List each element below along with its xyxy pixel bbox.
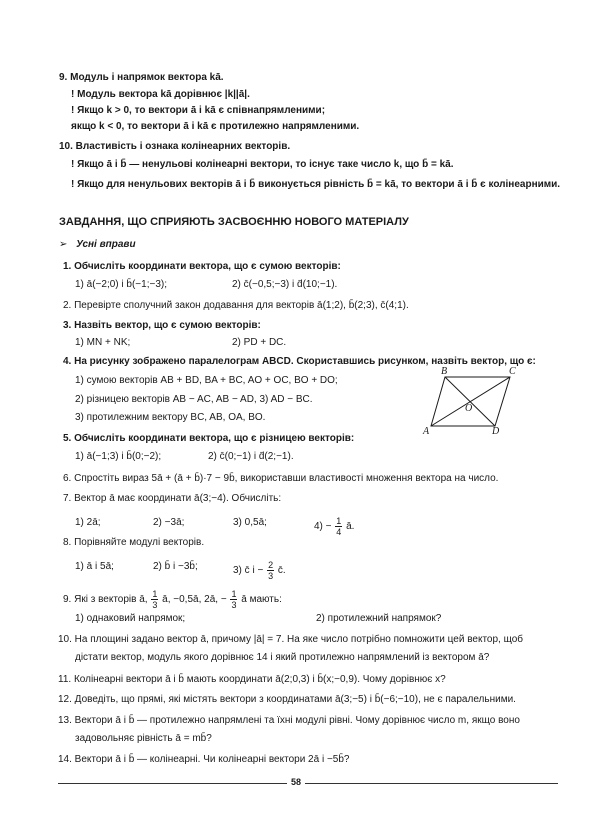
vertex-label-d: D xyxy=(492,426,500,436)
ex1-answer-1: 1) ā(−2;0) і b̄(−1;−3); xyxy=(75,279,167,290)
fraction-denominator: 4 xyxy=(336,527,342,537)
subsection-label: Усні вправи xyxy=(76,239,136,250)
ex7-answer-2: 2) −3ā; xyxy=(153,517,185,528)
item10-line1: ! Якщо ā і b̄ — ненульові колінеарні вектори, то існує таке число k, що b̄ = kā. xyxy=(71,159,454,170)
ex4-answer-3: 3) протилежним вектору BC, AB, OA, BO. xyxy=(75,412,266,423)
vertex-label-a: A xyxy=(423,426,430,436)
ex9-question-part1: 9. Які з векторів ā, xyxy=(63,594,151,606)
ex11-question: 11. Колінеарні вектори ā і b̄ мають координати ā(2;0,3) і b̄(x;−0,9). Чому дорівнює x? xyxy=(58,674,446,685)
vertex-label-o: O xyxy=(465,403,473,414)
ex1-answer-2: 2) c̄(−0,5;−3) і d̄(10;−1). xyxy=(232,279,338,290)
item9-line1: ! Модуль вектора kā дорівнює |k||ā|. xyxy=(71,89,250,100)
ex1-question: 1. Обчисліть координати вектора, що є сумою векторів: xyxy=(63,261,341,272)
fraction xyxy=(267,560,274,581)
ex3-answer-2: 2) PD + DC. xyxy=(232,337,287,348)
diagonal-bd xyxy=(445,377,495,426)
ex8-answer-3-prefix: 3) c̄ і − xyxy=(233,565,264,577)
ex9-question-part3: ā мають: xyxy=(241,594,282,606)
fraction-denominator: 3 xyxy=(231,600,237,610)
ex9-question-part2: ā, −0,5ā, 2ā, − xyxy=(162,594,227,606)
ex3-question: 3. Назвіть вектор, що є сумою векторів: xyxy=(63,320,261,331)
ex9-question xyxy=(63,589,282,610)
ex9-answer-1: 1) однаковий напрямок; xyxy=(75,613,186,624)
ex13-line2: задовольняє рівність ā = mb̄? xyxy=(75,733,212,744)
ex6-question: 6. Спростіть вираз 5ā + (ā + b̄)·7 − 9b̄, використавши властивості множення вектора на число. xyxy=(63,473,499,484)
ex7-answer-4-prefix: 4) − xyxy=(314,521,332,533)
fraction-numerator: 2 xyxy=(268,560,274,570)
ex14-question: 14. Вектори ā і b̄ — колінеарні. Чи колінеарні вектори 2ā і −5b̄? xyxy=(58,754,350,765)
item9-line2: ! Якщо k > 0, то вектори ā і kā є співнапрямленими; xyxy=(71,105,326,116)
ex4-question: 4. На рисунку зображено паралелограм ABCD. Скориставшись рисунком, назвіть вектор, що є: xyxy=(63,356,536,367)
fraction xyxy=(151,589,158,610)
item9-title: 9. Модуль і напрямок вектора kā. xyxy=(59,72,224,83)
arrow-bullet-icon: ➢ xyxy=(59,239,68,250)
ex8-answer-3 xyxy=(233,560,286,581)
ex4-answer-2: 2) різницею векторів AB − AC, AB − AD, 3) AD − BC. xyxy=(75,394,313,405)
item10-line2: ! Якщо для ненульових векторів ā і b̄ виконується рівність b̄ = kā, то вектори ā і b̄ є колінеарними. xyxy=(71,179,561,190)
ex9-answer-2: 2) протилежний напрямок? xyxy=(316,613,442,624)
ex7-answer-4 xyxy=(314,516,354,537)
item10-title: 10. Властивість і ознака колінеарних векторів. xyxy=(59,141,291,152)
ex2-question: 2. Перевірте сполучний закон додавання для векторів ā(1;2), b̄(2;3), c̄(4;1). xyxy=(63,300,409,311)
footer-rule xyxy=(58,783,558,784)
ex8-answer-3-suffix: c̄. xyxy=(277,565,286,577)
ex3-answer-1: 1) MN + NK; xyxy=(75,337,131,348)
fraction-numerator: 1 xyxy=(152,589,158,599)
ex7-answer-3: 3) 0,5ā; xyxy=(233,517,267,528)
item9-line3: якщо k < 0, то вектори ā і kā є протилежно напрямленими. xyxy=(71,121,360,132)
subsection-heading xyxy=(59,239,136,250)
vertex-label-c: C xyxy=(509,366,516,377)
ex10-line2: дістати вектор, модуль якого дорівнює 14 і який протилежно напрямлений із вектором ā? xyxy=(75,652,490,663)
fraction xyxy=(230,589,237,610)
page-number: 58 xyxy=(287,777,305,787)
ex8-answer-1: 1) ā і 5ā; xyxy=(75,561,114,572)
parallelogram-figure xyxy=(420,366,520,436)
ex7-answer-1: 1) 2ā; xyxy=(75,517,101,528)
fraction xyxy=(335,516,342,537)
fraction-denominator: 3 xyxy=(152,600,158,610)
ex4-answer-1: 1) сумою векторів AB + BD, BA + BC, AO + OC, BO + DO; xyxy=(75,375,338,386)
section-title: ЗАВДАННЯ, ЩО СПРИЯЮТЬ ЗАСВОЄННЮ НОВОГО МАТЕРІАЛУ xyxy=(59,216,409,228)
ex5-answer-1: 1) ā(−1;3) і b̄(0;−2); xyxy=(75,451,162,462)
ex12-question: 12. Доведіть, що прямі, які містять вектори з координатами ā(3;−5) і b̄(−6;−10), не є паралельними. xyxy=(58,694,516,705)
ex8-answer-2: 2) b̄ і −3b̄; xyxy=(153,561,198,572)
ex7-answer-4-suffix: ā. xyxy=(346,521,355,533)
ex5-answer-2: 2) c̄(0;−1) і d̄(2;−1). xyxy=(208,451,294,462)
fraction-denominator: 3 xyxy=(268,571,274,581)
fraction-numerator: 1 xyxy=(336,516,342,526)
vertex-label-b: B xyxy=(441,366,448,377)
fraction-numerator: 1 xyxy=(231,589,237,599)
ex7-question: 7. Вектор ā має координати ā(3;−4). Обчисліть: xyxy=(63,493,282,504)
ex8-question: 8. Порівняйте модулі векторів. xyxy=(63,537,205,548)
ex5-question: 5. Обчисліть координати вектора, що є різницею векторів: xyxy=(63,433,355,444)
ex13-line1: 13. Вектори ā і b̄ — протилежно напрямлені та їхні модулі рівні. Чому дорівнює число m, якщо воно xyxy=(58,715,520,726)
ex10-line1: 10. На площині задано вектор ā, причому |ā| = 7. На яке число потрібно помножити цей вектор, щоб xyxy=(58,634,523,645)
